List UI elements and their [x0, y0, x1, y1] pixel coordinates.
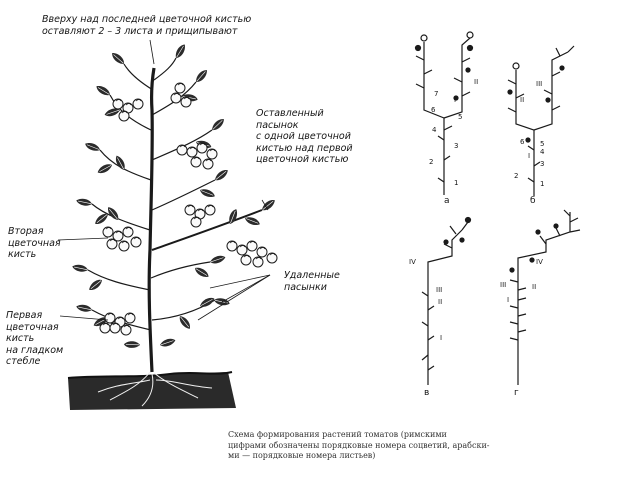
leaf-number: 7 [434, 90, 439, 98]
annotation-line: Первая [6, 310, 43, 321]
scheme-g [510, 210, 580, 385]
cluster-number: I [528, 152, 531, 160]
leaf-number: 6 [520, 138, 525, 146]
figure-caption [228, 430, 508, 462]
leaf-number: 1 [454, 179, 459, 187]
leaf-number: 4 [432, 126, 437, 134]
leaf-number: 1 [540, 180, 545, 188]
main-stem [149, 68, 154, 372]
cluster-number: I [507, 296, 510, 304]
cluster-number: III [436, 286, 443, 294]
annotation-line: стебле [6, 356, 41, 367]
cluster-number: II [438, 298, 443, 306]
leader-lines [58, 40, 270, 320]
caption-line: ми — порядковые номера листьев) [228, 451, 376, 460]
cluster-number: III [500, 281, 507, 289]
fruit-cluster-side-shoot [227, 241, 277, 267]
scheme-a-label: а [444, 196, 450, 206]
annotation-line: Удаленные [284, 270, 340, 281]
fruit-cluster-second [103, 227, 141, 251]
annotation-first-cluster [6, 310, 63, 368]
scheme-a [416, 32, 474, 195]
scheme-b-label: б [530, 196, 536, 206]
annotation-line: Вторая [8, 226, 44, 237]
annotation-line: цветочная [6, 321, 59, 333]
annotation-line: пасынок [256, 119, 299, 131]
cluster-number: II [474, 78, 479, 86]
annotation-line: цветочной кистью [256, 154, 349, 165]
cluster-number: III [536, 80, 543, 88]
tomato-plant-illustration [58, 40, 277, 410]
scheme-v [422, 218, 471, 386]
leaf-number: 3 [454, 142, 459, 150]
scheme-g-label: г [514, 388, 519, 398]
annotation-line: цветочная [8, 237, 61, 249]
annotation-line: кисть [6, 333, 35, 344]
cluster-number: II [520, 96, 525, 104]
annotation-second-cluster [8, 226, 61, 261]
cluster-number: I [440, 334, 443, 342]
leaf-number: 3 [540, 160, 545, 168]
cluster-number: IV [536, 258, 543, 266]
leaf-number: 5 [458, 113, 463, 121]
annotation-line: оставляют 2 – 3 листа и прищипывают [42, 25, 238, 37]
scheme-v-label: в [424, 388, 430, 398]
soil [68, 372, 236, 410]
leaf-number: 6 [431, 106, 436, 114]
annotation-removed-shoots [284, 270, 340, 293]
retained-side-shoot [152, 210, 262, 250]
cluster-number: I [454, 96, 457, 104]
annotation-line: с одной цветочной [256, 131, 351, 142]
leaf-number: 5 [540, 140, 545, 148]
leaf-number: 2 [514, 172, 519, 180]
annotation-line: Вверху над последней цветочной кистью [42, 14, 252, 25]
annotation-line: Оставленный [256, 108, 324, 119]
annotation-line: кисть [8, 249, 37, 260]
annotation-retained-shoot [256, 108, 353, 166]
cluster-number: IV [409, 258, 416, 266]
caption-line: цифрами обозначены порядковые номера соцветий, арабски- [228, 440, 490, 450]
annotation-line: пасынки [284, 281, 327, 293]
leaf-number: 2 [429, 158, 434, 166]
fruit-cluster-upper [177, 143, 217, 227]
leaf-blades [71, 43, 277, 350]
annotation-top [42, 14, 251, 37]
caption-line: Схема формирования растений томатов (римскими [228, 430, 447, 439]
cluster-number: II [532, 283, 537, 291]
annotation-line: кистью над первой [256, 142, 353, 154]
annotation-line: на гладком [6, 344, 64, 356]
leaf-number: 4 [540, 148, 545, 156]
formation-schemes [416, 32, 581, 385]
